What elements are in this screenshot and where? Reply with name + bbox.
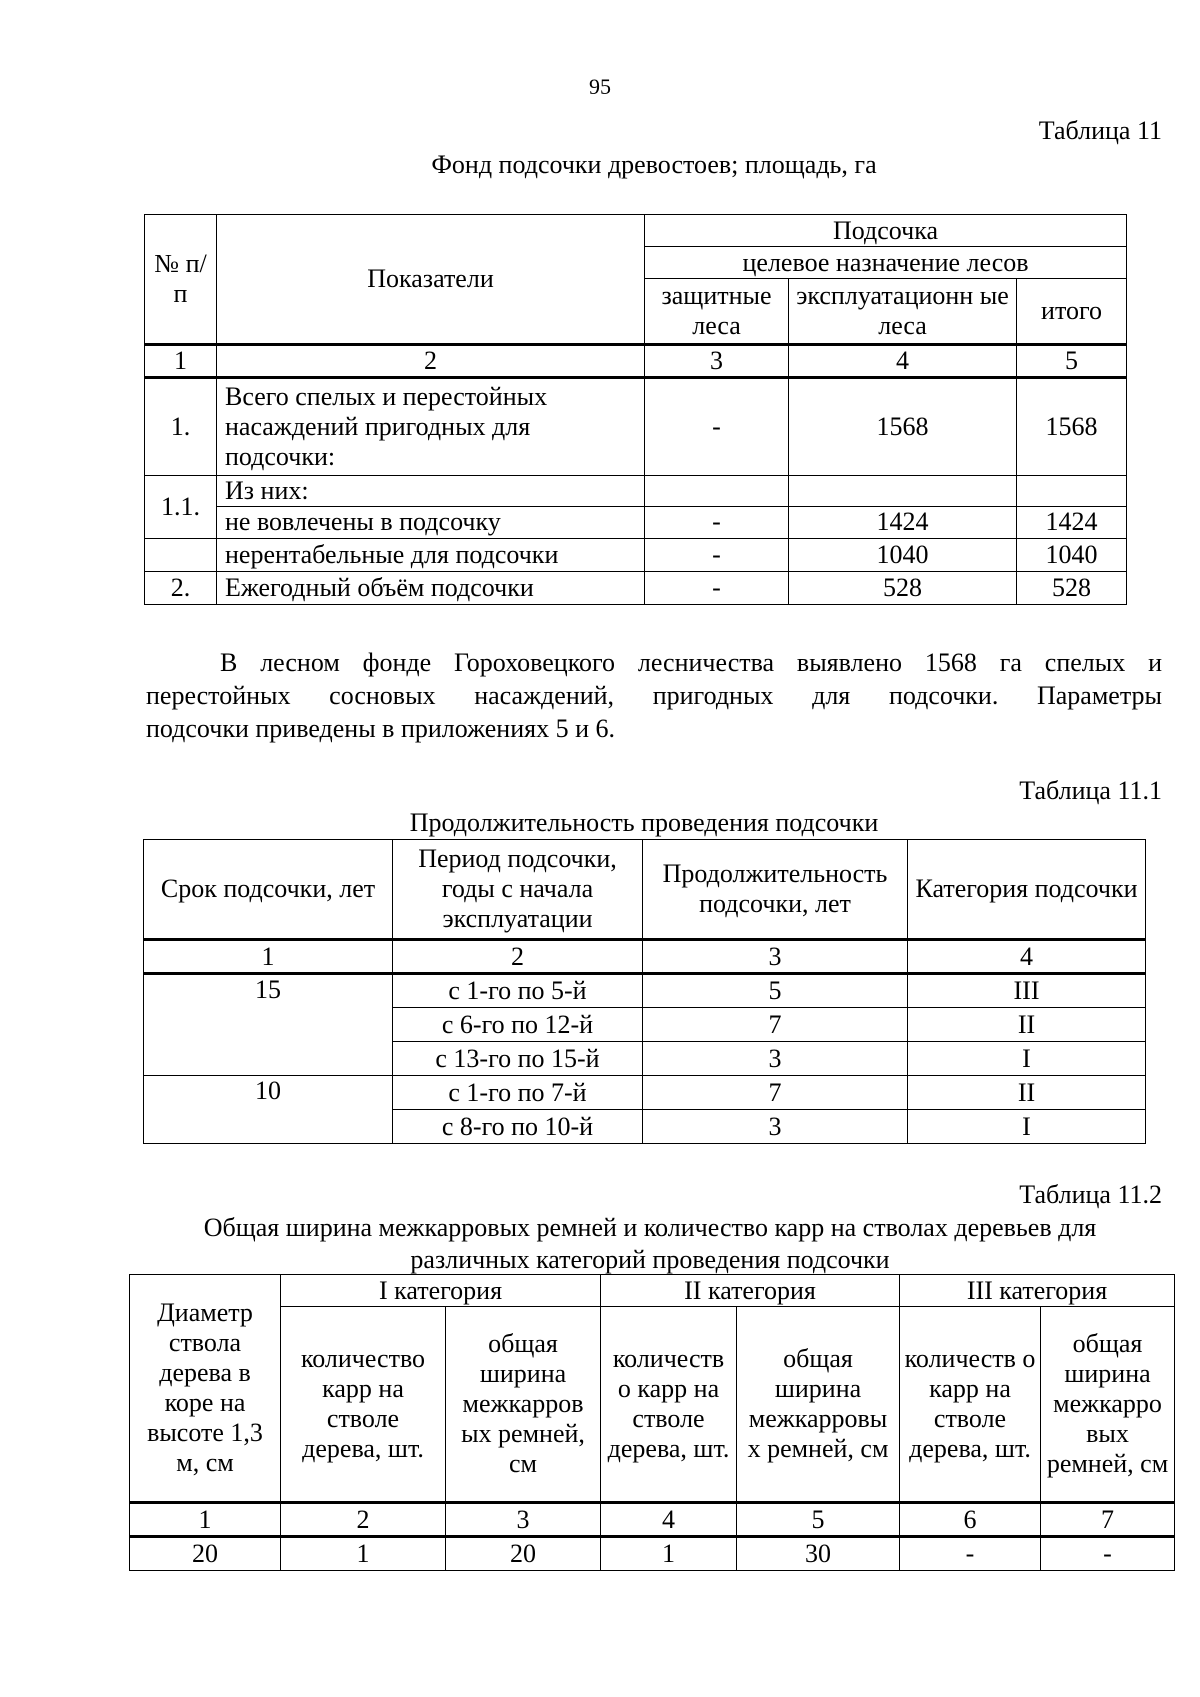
cell: 20 <box>130 1537 281 1571</box>
table-row <box>145 506 1127 538</box>
colnum: 4 <box>601 1503 737 1537</box>
colnum: 7 <box>1041 1503 1175 1537</box>
row-category: III <box>908 974 1146 1008</box>
row-duration: 7 <box>643 1008 908 1042</box>
head-num: № п/п <box>145 215 217 345</box>
table-11-2-title-line2: различных категорий проведения подсочки <box>410 1245 890 1274</box>
cell: 30 <box>737 1537 900 1571</box>
colnum: 4 <box>908 940 1146 974</box>
colnum: 1 <box>144 940 393 974</box>
head-c1-width: общая ширина межкарров ых ремней, см <box>446 1307 601 1503</box>
row-duration: 3 <box>643 1110 908 1144</box>
row-c3 <box>645 475 789 506</box>
head-diameter: Диаметр ствола дерева в коре на высоте 1,3 м, см <box>130 1275 281 1503</box>
row-period: с 6-го по 12-й <box>393 1008 643 1042</box>
head-term: Срок подсочки, лет <box>144 840 393 940</box>
row-name: Всего спелых и перестойных насаждений пригодных для подсочки: <box>217 377 645 475</box>
head-c2-count: количеств о карр на стволе дерева, шт. <box>601 1307 737 1503</box>
table-11-1-title: Продолжительность проведения подсочки <box>409 808 879 837</box>
row-period: с 1-го по 7-й <box>393 1076 643 1110</box>
head-duration: Продолжительность подсочки, лет <box>643 840 908 940</box>
colnum: 4 <box>789 345 1017 378</box>
row-c3: - <box>645 506 789 538</box>
row-name: Ежегодный объём подсочки <box>217 571 645 604</box>
cell: 1 <box>281 1537 446 1571</box>
head-c1-count: количество карр на стволе дерева, шт. <box>281 1307 446 1503</box>
colnum: 3 <box>643 940 908 974</box>
row-duration: 3 <box>643 1042 908 1076</box>
table-row <box>145 475 1127 506</box>
row-name: нерентабельные для подсочки <box>217 538 645 571</box>
table-row <box>145 571 1127 604</box>
table-11-1-label: Таблица 11.1 <box>1019 776 1162 805</box>
colnum: 5 <box>1017 345 1127 378</box>
table-11-label: Таблица 11 <box>1038 116 1162 145</box>
colnum: 1 <box>145 345 217 378</box>
table-row <box>145 538 1127 571</box>
head-category-3: III категория <box>900 1275 1175 1307</box>
row-duration: 5 <box>643 974 908 1008</box>
colnum: 5 <box>737 1503 900 1537</box>
table-11-2-label: Таблица 11.2 <box>1019 1180 1162 1209</box>
head-podsochka: Подсочка <box>645 215 1127 247</box>
paragraph-line: перестойных сосновых насаждений, пригодных для подсочки. Параметры <box>146 681 1162 710</box>
row-c4 <box>789 475 1017 506</box>
head-total: итого <box>1017 279 1127 345</box>
head-purpose: целевое назначение лесов <box>645 247 1127 279</box>
head-c3-width: общая ширина межкарро вых ремней, см <box>1041 1307 1175 1503</box>
head-c3-count: количеств о карр на стволе дерева, шт. <box>900 1307 1041 1503</box>
row-c4: 1424 <box>789 506 1017 538</box>
cell: - <box>900 1537 1041 1571</box>
head-category: Категория подсочки <box>908 840 1146 940</box>
row-num: 1. <box>145 377 217 475</box>
head-exploitation: эксплуатационн ые леса <box>789 279 1017 345</box>
row-num <box>145 538 217 571</box>
head-c2-width: общая ширина межкарровы х ремней, см <box>737 1307 900 1503</box>
row-c5: 528 <box>1017 571 1127 604</box>
table-row <box>144 974 1146 1008</box>
colnum: 6 <box>900 1503 1041 1537</box>
row-duration: 7 <box>643 1076 908 1110</box>
colnum: 2 <box>393 940 643 974</box>
head-category-1: I категория <box>281 1275 601 1307</box>
paragraph-line: В лесном фонде Гороховецкого лесничества выявлено 1568 га спелых и <box>220 648 1162 677</box>
row-period: с 13-го по 15-й <box>393 1042 643 1076</box>
colnum: 3 <box>645 345 789 378</box>
table-row <box>130 1537 1175 1571</box>
table-11-title: Фонд подсочки древостоев; площадь, га <box>431 150 877 179</box>
cell: 1 <box>601 1537 737 1571</box>
head-protective: защитные леса <box>645 279 789 345</box>
row-c3: - <box>645 571 789 604</box>
row-c5 <box>1017 475 1127 506</box>
row-name: Из них: <box>217 475 645 506</box>
colnum: 1 <box>130 1503 281 1537</box>
cell: 20 <box>446 1537 601 1571</box>
page-number: 95 <box>589 74 611 99</box>
row-num: 2. <box>145 571 217 604</box>
row-period: с 8-го по 10-й <box>393 1110 643 1144</box>
row-category: II <box>908 1076 1146 1110</box>
row-category: I <box>908 1042 1146 1076</box>
paragraph-line: подсочки приведены в приложениях 5 и 6. <box>146 714 615 743</box>
row-category: I <box>908 1110 1146 1144</box>
colnum: 2 <box>281 1503 446 1537</box>
row-c4: 528 <box>789 571 1017 604</box>
row-term: 10 <box>144 1076 393 1144</box>
table-row <box>144 1076 1146 1110</box>
row-c3: - <box>645 377 789 475</box>
row-c5: 1040 <box>1017 538 1127 571</box>
row-c4: 1568 <box>789 377 1017 475</box>
table-11-1 <box>143 839 1146 1144</box>
table-11 <box>144 214 1127 605</box>
row-category: II <box>908 1008 1146 1042</box>
row-c3: - <box>645 538 789 571</box>
colnum: 2 <box>217 345 645 378</box>
table-row <box>145 377 1127 475</box>
head-indicators: Показатели <box>217 215 645 345</box>
row-c5: 1568 <box>1017 377 1127 475</box>
row-c4: 1040 <box>789 538 1017 571</box>
row-term: 15 <box>144 974 393 1076</box>
body-paragraph <box>146 646 1162 745</box>
row-c5: 1424 <box>1017 506 1127 538</box>
cell: - <box>1041 1537 1175 1571</box>
row-name: не вовлечены в подсочку <box>217 506 645 538</box>
colnum: 3 <box>446 1503 601 1537</box>
row-num: 1.1. <box>145 475 217 538</box>
head-category-2: II категория <box>601 1275 900 1307</box>
head-period: Период подсочки, годы с начала эксплуатации <box>393 840 643 940</box>
row-period: с 1-го по 5-й <box>393 974 643 1008</box>
table-11-2-title-line1: Общая ширина межкарровых ремней и количество карр на стволах деревьев для <box>203 1213 1097 1242</box>
table-11-2 <box>129 1274 1175 1571</box>
